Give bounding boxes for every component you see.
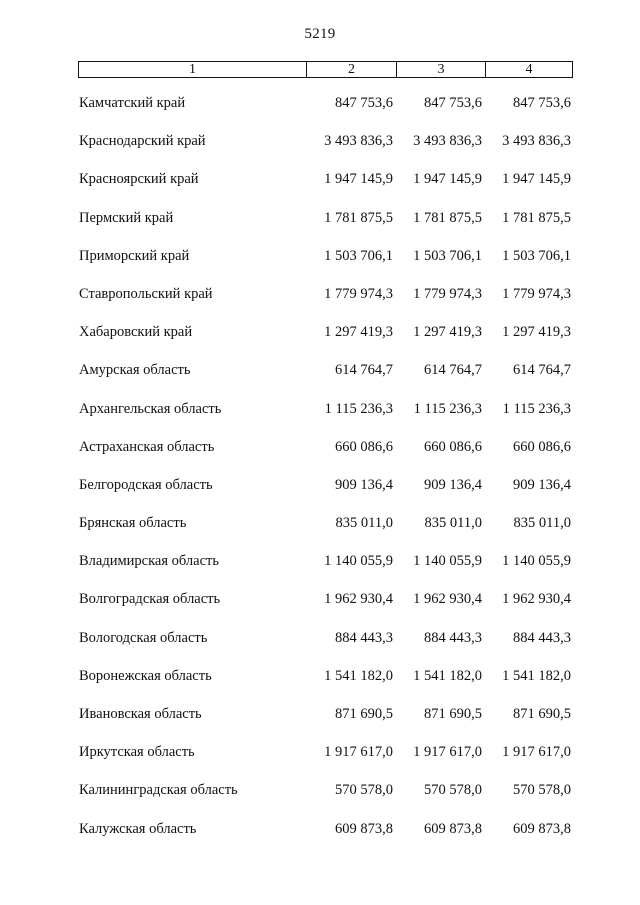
value-col-4: 847 753,6	[513, 95, 571, 111]
table-row	[0, 741, 640, 779]
value-col-4: 1 115 236,3	[502, 400, 571, 417]
value-col-3: 1 541 182,0	[413, 667, 482, 684]
region-name: Волгоградская область	[79, 591, 221, 608]
value-col-2: 1 962 930,4	[324, 591, 393, 608]
region-name: Калининградская область	[79, 782, 238, 799]
value-col-3: 609 873,8	[424, 820, 482, 837]
value-col-4: 871 690,5	[513, 706, 571, 722]
value-col-3: 1 947 145,9	[413, 171, 482, 188]
value-col-3: 1 140 055,9	[413, 553, 482, 570]
value-col-3: 1 781 875,5	[413, 209, 482, 226]
value-col-4: 3 493 836,3	[502, 133, 571, 150]
table-row	[0, 665, 640, 703]
value-col-3: 909 136,4	[424, 476, 482, 493]
table-header	[78, 61, 573, 78]
value-col-2: 909 136,4	[335, 476, 393, 493]
value-col-2: 570 578,0	[335, 782, 393, 799]
region-name: Красноярский край	[79, 171, 199, 188]
table-row	[0, 245, 640, 283]
value-col-4: 614 764,7	[513, 362, 571, 379]
table-row	[0, 398, 640, 436]
region-name: Ивановская область	[79, 706, 202, 722]
value-col-4: 609 873,8	[513, 820, 571, 837]
value-col-3: 835 011,0	[424, 515, 482, 532]
region-name: Приморский край	[79, 247, 190, 264]
value-col-4: 1 779 974,3	[502, 285, 571, 302]
region-name: Белгородская область	[79, 476, 213, 493]
region-name: Архангельская область	[79, 400, 222, 417]
value-col-4: 1 140 055,9	[502, 553, 571, 570]
value-col-2: 871 690,5	[335, 706, 393, 722]
value-col-3: 1 115 236,3	[413, 400, 482, 417]
value-col-2: 1 947 145,9	[324, 171, 393, 188]
table-row	[0, 550, 640, 588]
table-row	[0, 359, 640, 397]
value-col-4: 570 578,0	[513, 782, 571, 799]
header-col-1: 1	[189, 62, 196, 77]
header-col-2: 2	[306, 62, 396, 77]
region-name: Воронежская область	[79, 667, 212, 684]
table-row	[0, 92, 640, 130]
region-name: Вологодская область	[79, 629, 208, 646]
value-col-4: 1 503 706,1	[502, 247, 571, 264]
header-col-4: 4	[485, 62, 572, 77]
value-col-4: 1 541 182,0	[502, 667, 571, 684]
value-col-3: 1 962 930,4	[413, 591, 482, 608]
value-col-4: 1 297 419,3	[502, 324, 571, 341]
value-col-3: 1 503 706,1	[413, 247, 482, 264]
value-col-2: 835 011,0	[335, 515, 393, 532]
value-col-2: 614 764,7	[335, 362, 393, 379]
value-col-4: 660 086,6	[513, 438, 571, 455]
value-col-4: 1 962 930,4	[502, 591, 571, 608]
table-row	[0, 588, 640, 626]
region-name: Калужская область	[79, 820, 197, 837]
region-name: Краснодарский край	[79, 133, 206, 150]
value-col-4: 909 136,4	[513, 476, 571, 493]
value-col-4: 835 011,0	[513, 515, 571, 532]
value-col-2: 1 115 236,3	[324, 400, 393, 417]
region-name: Владимирская область	[79, 553, 219, 570]
region-name: Камчатский край	[79, 95, 186, 111]
table-row	[0, 207, 640, 245]
value-col-2: 1 503 706,1	[324, 247, 393, 264]
value-col-4: 1 947 145,9	[502, 171, 571, 188]
region-name: Пермский край	[79, 209, 174, 226]
value-col-3: 1 917 617,0	[413, 744, 482, 761]
value-col-3: 1 779 974,3	[413, 285, 482, 302]
value-col-3: 1 297 419,3	[413, 324, 482, 341]
value-col-2: 1 541 182,0	[324, 667, 393, 684]
table-row	[0, 779, 640, 817]
region-name: Иркутская область	[79, 744, 195, 761]
header-col-3: 3	[396, 62, 485, 77]
table-row	[0, 283, 640, 321]
region-name: Амурская область	[79, 362, 191, 379]
table-body	[0, 92, 640, 856]
table-row	[0, 627, 640, 665]
value-col-2: 1 140 055,9	[324, 553, 393, 570]
region-name: Астраханская область	[79, 438, 215, 455]
value-col-2: 847 753,6	[335, 95, 393, 111]
value-col-2: 884 443,3	[335, 629, 393, 646]
table-row	[0, 168, 640, 206]
value-col-4: 1 917 617,0	[502, 744, 571, 761]
value-col-2: 609 873,8	[335, 820, 393, 837]
page-number: 5219	[304, 26, 336, 42]
value-col-3: 3 493 836,3	[413, 133, 482, 150]
value-col-4: 1 781 875,5	[502, 209, 571, 226]
table-row	[0, 474, 640, 512]
value-col-2: 3 493 836,3	[324, 133, 393, 150]
table-row	[0, 818, 640, 856]
value-col-4: 884 443,3	[513, 629, 571, 646]
value-col-3: 570 578,0	[424, 782, 482, 799]
table-row	[0, 436, 640, 474]
value-col-2: 1 917 617,0	[324, 744, 393, 761]
value-col-2: 1 779 974,3	[324, 285, 393, 302]
region-name: Ставропольский край	[79, 285, 213, 302]
value-col-3: 847 753,6	[424, 95, 482, 111]
value-col-2: 660 086,6	[335, 438, 393, 455]
table-row	[0, 703, 640, 741]
value-col-3: 871 690,5	[424, 706, 482, 722]
value-col-3: 884 443,3	[424, 629, 482, 646]
value-col-3: 660 086,6	[424, 438, 482, 455]
region-name: Хабаровский край	[79, 324, 193, 341]
value-col-2: 1 781 875,5	[324, 209, 393, 226]
table-row	[0, 512, 640, 550]
table-row	[0, 130, 640, 168]
region-name: Брянская область	[79, 515, 187, 532]
table-row	[0, 321, 640, 359]
value-col-2: 1 297 419,3	[324, 324, 393, 341]
value-col-3: 614 764,7	[424, 362, 482, 379]
